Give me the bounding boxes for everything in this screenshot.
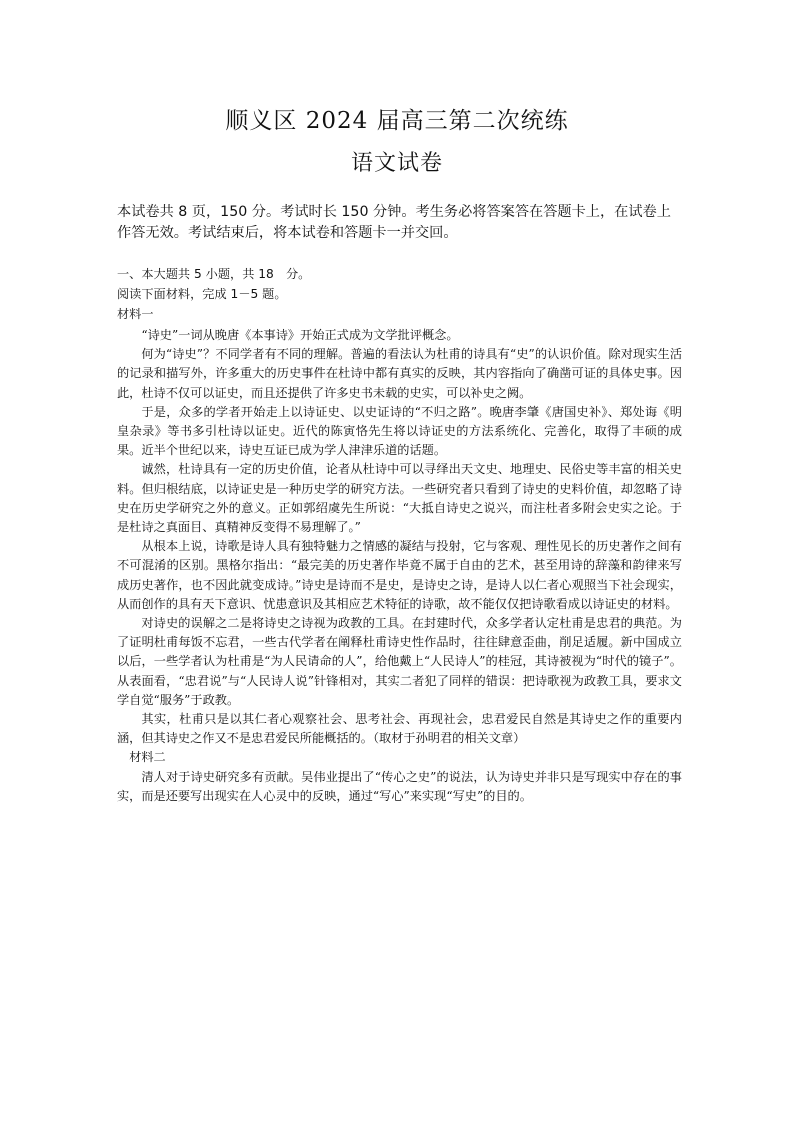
section-heading: 一、本大题共 5 小题，共 18 分。: [117, 267, 311, 281]
passage-body: [117, 326, 682, 806]
section-directive: 阅读下面材料，完成 1－5 题。: [117, 287, 287, 301]
material1-paragraph: 从根本上说，诗歌是诗人具有独特魅力之情感的凝结与投射，它与客观、理性见长的历史著作之间有不可混淆的区别。黑格尔指出：“最完美的历史著作毕竟不属于自由的艺术，甚至用诗的辞藻和韵律来写成历史著作，也不因此就变成诗。”诗史是诗而不是史，是诗史之诗，是诗人以仁者心观照当下社会现实，从而创作的具有天下意识、忧患意识及其相应艺术特征的诗歌，故不能仅仅把诗歌看成以诗证史的材料。: [117, 539, 682, 611]
material1-paragraph: 对诗史的误解之二是将诗史之诗视为政教的工具。在封建时代，众多学者认定杜甫是忠君的典范。为了证明杜甫每饭不忘君，一些古代学者在阐释杜甫诗史性作品时，往往肆意歪曲，削足适履。新中国成立以后，一些学者认为杜甫是“为人民请命的人”，给他戴上“人民诗人”的桂冠，其诗被视为“时代的镜子”。从表面看，“忠君说”与“人民诗人说”针锋相对，其实二者犯了同样的错误：把诗歌视为政教工具，要求文学自觉“服务”于政教。: [117, 616, 682, 707]
material1-paragraph: 何为“诗史”？不同学者有不同的理解。普遍的看法认为杜甫的诗具有“史”的认识价值。除对现实生活的记录和描写外，许多重大的历史事件在杜诗中都有真实的反映，其内容指向了确凿可证的具体史事。因此，杜诗不仅可以证史，而且还提供了许多史书未载的史实，可以补史之阙。: [117, 347, 682, 400]
material1-paragraph: 于是，众多的学者开始走上以诗证史、以史证诗的“不归之路”。晚唐李肇《唐国史补》、郑处诲《明皇杂录》等书多引杜诗以证史。近代的陈寅恪先生将以诗证史的方法系统化、完善化，取得了丰硕的成果。近半个世纪以来，诗史互证已成为学人津津乐道的话题。: [117, 404, 682, 458]
material1-paragraph: “诗史”一词从晚唐《本事诗》开始正式成为文学批评概念。: [141, 328, 459, 342]
exam-title: 顺义区 2024 届高三第二次统练: [225, 108, 569, 134]
material1-paragraph: 诚然，杜诗具有一定的历史价值，论者从杜诗中可以寻绎出天文史、地理史、民俗史等丰富的相关史料。但归根结底，以诗证史是一种历史学的研究方法。一些研究者只看到了诗史的史料价值，却忽略了诗史在历史学研究之外的意义。正如郭绍虞先生所说：“大抵自诗史之说兴，而注杜者多附会史实之论。于是杜诗之真面目、真精神反变得不易理解了。”: [117, 462, 682, 535]
exam-instructions: 本试卷共 8 页，150 分。考试时长 150 分钟。考生务必将答案答在答题卡上，在试卷上作答无效。考试结束后，将本试卷和答题卡一并交回。: [117, 204, 671, 241]
material2-label: 材料二: [129, 750, 166, 765]
material1-label: 材料一: [117, 307, 154, 321]
material1-paragraph: 其实，杜甫只是以其仁者心观察社会、思考社会、再现社会，忠君爱民自然是其诗史之作的重要内涵，但其诗史之作又不是忠君爱民所能概括的。（取材于孙明君的相关文章）: [117, 712, 682, 746]
material2-paragraph: 清人对于诗史研究多有贡献。吴伟业提出了“传心之史”的说法，认为诗史并非只是写现实中存在的事实，而是还要写出现实在人心灵中的反映，通过“写心”来实现“写史”的目的。: [117, 769, 682, 803]
exam-subtitle: 语文试卷: [350, 151, 443, 176]
